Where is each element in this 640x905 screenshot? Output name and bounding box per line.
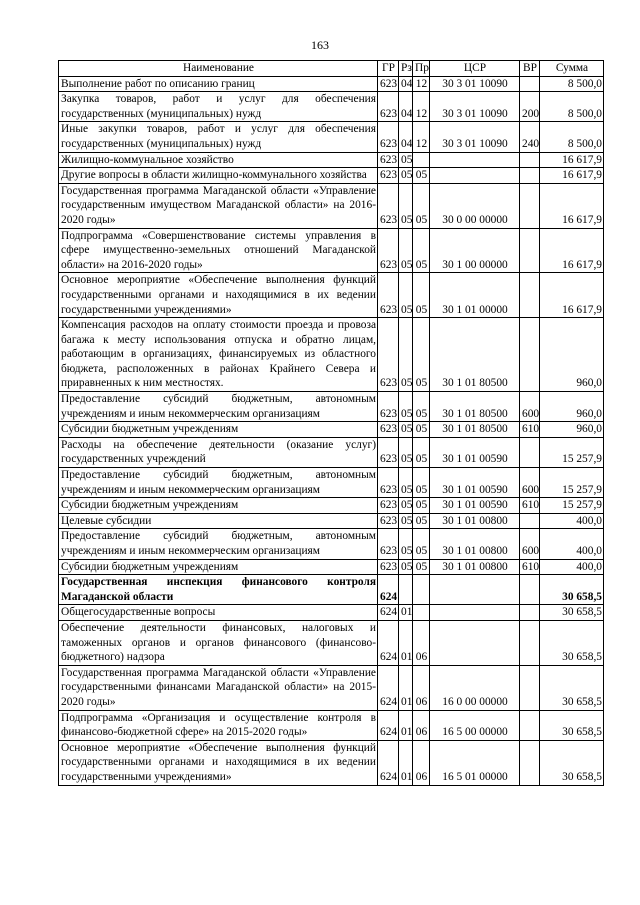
- cell-csr: 30 1 01 00590: [430, 498, 520, 514]
- cell-rz: 04: [399, 92, 413, 122]
- cell-pr: 05: [413, 498, 430, 514]
- cell-sum: 960,0: [540, 318, 604, 392]
- cell-vr: 600: [520, 468, 540, 498]
- cell-sum: 400,0: [540, 529, 604, 559]
- cell-gr: 623: [378, 529, 399, 559]
- cell-csr: [430, 152, 520, 168]
- table-row: [59, 422, 604, 438]
- table-row: [59, 437, 604, 467]
- budget-table: [58, 60, 604, 786]
- cell-sum: 8 500,0: [540, 76, 604, 92]
- cell-sum: 30 658,5: [540, 605, 604, 621]
- cell-csr: 30 3 01 10090: [430, 76, 520, 92]
- cell-rz: 01: [399, 665, 413, 710]
- cell-pr: 06: [413, 740, 430, 785]
- cell-pr: 12: [413, 92, 430, 122]
- cell-sum: 16 617,9: [540, 152, 604, 168]
- cell-rz: 05: [399, 468, 413, 498]
- cell-pr: [413, 152, 430, 168]
- cell-rz: 05: [399, 513, 413, 529]
- cell-name: Субсидии бюджетным учреждениям: [59, 559, 378, 575]
- cell-vr: [520, 228, 540, 273]
- cell-pr: 05: [413, 437, 430, 467]
- cell-vr: 240: [520, 122, 540, 152]
- cell-gr: 623: [378, 468, 399, 498]
- cell-pr: 05: [413, 228, 430, 273]
- cell-gr: 624: [378, 710, 399, 740]
- cell-pr: 05: [413, 318, 430, 392]
- cell-csr: 30 3 01 10090: [430, 92, 520, 122]
- cell-sum: 960,0: [540, 422, 604, 438]
- cell-name: Жилищно-коммунальное хозяйство: [59, 152, 378, 168]
- cell-name: Субсидии бюджетным учреждениям: [59, 422, 378, 438]
- cell-vr: [520, 620, 540, 665]
- cell-rz: 05: [399, 183, 413, 228]
- table-row: [59, 559, 604, 575]
- table-row: [59, 122, 604, 152]
- cell-pr: 05: [413, 392, 430, 422]
- cell-rz: 04: [399, 76, 413, 92]
- cell-rz: 05: [399, 422, 413, 438]
- cell-gr: 623: [378, 318, 399, 392]
- cell-name: Предоставление субсидий бюджетным, автономным учреждениям и иным некоммерческим организациям: [59, 529, 378, 559]
- cell-pr: 05: [413, 183, 430, 228]
- cell-vr: 600: [520, 392, 540, 422]
- cell-gr: 623: [378, 498, 399, 514]
- cell-vr: 200: [520, 92, 540, 122]
- cell-sum: 30 658,5: [540, 740, 604, 785]
- cell-gr: 623: [378, 422, 399, 438]
- cell-sum: 8 500,0: [540, 122, 604, 152]
- cell-pr: 05: [413, 273, 430, 318]
- cell-name: Обеспечение деятельности финансовых, налоговых и таможенных органов и органов финансового (финансово-бюджетного) надзора: [59, 620, 378, 665]
- cell-sum: 15 257,9: [540, 437, 604, 467]
- cell-name: Предоставление субсидий бюджетным, автономным учреждениям и иным некоммерческим организациям: [59, 468, 378, 498]
- header-csr: ЦСР: [430, 61, 520, 77]
- cell-pr: 06: [413, 710, 430, 740]
- cell-csr: [430, 605, 520, 621]
- cell-gr: 623: [378, 392, 399, 422]
- table-row: [59, 228, 604, 273]
- cell-csr: 16 5 01 00000: [430, 740, 520, 785]
- cell-rz: 05: [399, 152, 413, 168]
- cell-gr: 624: [378, 740, 399, 785]
- cell-sum: 30 658,5: [540, 620, 604, 665]
- cell-rz: 05: [399, 498, 413, 514]
- cell-csr: 30 1 01 00000: [430, 273, 520, 318]
- cell-gr: 623: [378, 122, 399, 152]
- cell-sum: 16 617,9: [540, 228, 604, 273]
- cell-name: Государственная программа Магаданской области «Управление государственными финансами Магаданской области» на 2015-2020 годы»: [59, 665, 378, 710]
- header-name: Наименование: [59, 61, 378, 77]
- table-row: [59, 529, 604, 559]
- table-row: [59, 168, 604, 184]
- cell-pr: 12: [413, 76, 430, 92]
- cell-pr: 05: [413, 468, 430, 498]
- cell-gr: 624: [378, 605, 399, 621]
- cell-csr: 16 0 00 00000: [430, 665, 520, 710]
- cell-csr: 30 3 01 10090: [430, 122, 520, 152]
- cell-vr: [520, 273, 540, 318]
- cell-vr: [520, 183, 540, 228]
- table-row: [59, 710, 604, 740]
- cell-vr: 610: [520, 559, 540, 575]
- cell-pr: 05: [413, 422, 430, 438]
- cell-gr: 623: [378, 168, 399, 184]
- page-number: 163: [311, 38, 329, 52]
- cell-vr: [520, 437, 540, 467]
- cell-name: Государственная инспекция финансового контроля Магаданской области: [59, 575, 378, 605]
- cell-gr: 623: [378, 152, 399, 168]
- cell-sum: 16 617,9: [540, 183, 604, 228]
- cell-sum: 15 257,9: [540, 498, 604, 514]
- cell-rz: 01: [399, 620, 413, 665]
- cell-rz: 04: [399, 122, 413, 152]
- table-body: [59, 76, 604, 785]
- cell-pr: 05: [413, 513, 430, 529]
- cell-name: Иные закупки товаров, работ и услуг для обеспечения государственных (муниципальных) нужд: [59, 122, 378, 152]
- cell-csr: 16 5 00 00000: [430, 710, 520, 740]
- cell-pr: [413, 605, 430, 621]
- cell-csr: 30 1 01 80500: [430, 318, 520, 392]
- cell-csr: [430, 620, 520, 665]
- header-rz: Рз: [399, 61, 413, 77]
- table-row: [59, 468, 604, 498]
- cell-rz: 05: [399, 318, 413, 392]
- table-row: [59, 498, 604, 514]
- cell-pr: 05: [413, 529, 430, 559]
- cell-pr: 05: [413, 559, 430, 575]
- cell-gr: 624: [378, 665, 399, 710]
- table-row: [59, 605, 604, 621]
- cell-gr: 623: [378, 183, 399, 228]
- cell-rz: 05: [399, 228, 413, 273]
- cell-pr: 06: [413, 665, 430, 710]
- cell-name: Основное мероприятие «Обеспечение выполнения функций государственными органами и находящимися в их ведении государственными учреждениями»: [59, 740, 378, 785]
- cell-vr: [520, 740, 540, 785]
- cell-vr: [520, 318, 540, 392]
- table-header-row: [59, 61, 604, 77]
- cell-csr: 30 1 01 80500: [430, 392, 520, 422]
- cell-vr: [520, 168, 540, 184]
- cell-gr: 623: [378, 513, 399, 529]
- cell-pr: 05: [413, 168, 430, 184]
- header-vr: ВР: [520, 61, 540, 77]
- cell-rz: 05: [399, 437, 413, 467]
- table-row: [59, 513, 604, 529]
- cell-gr: 624: [378, 575, 399, 605]
- cell-csr: 30 1 01 00800: [430, 529, 520, 559]
- cell-sum: 30 658,5: [540, 575, 604, 605]
- cell-csr: 30 1 00 00000: [430, 228, 520, 273]
- cell-gr: 623: [378, 559, 399, 575]
- cell-name: Общегосударственные вопросы: [59, 605, 378, 621]
- table-row: [59, 76, 604, 92]
- cell-gr: 623: [378, 92, 399, 122]
- cell-name: Предоставление субсидий бюджетным, автономным учреждениям и иным некоммерческим организациям: [59, 392, 378, 422]
- cell-name: Расходы на обеспечение деятельности (оказание услуг) государственных учреждений: [59, 437, 378, 467]
- cell-vr: [520, 710, 540, 740]
- cell-vr: [520, 76, 540, 92]
- cell-gr: 623: [378, 273, 399, 318]
- cell-name: Подпрограмма «Совершенствование системы управления в сфере имущественно-земельных отношений Магаданской области» на 2016-2020 годы»: [59, 228, 378, 273]
- cell-csr: [430, 575, 520, 605]
- cell-name: Государственная программа Магаданской области «Управление государственным имуществом Магаданской области» на 2016-2020 годы»: [59, 183, 378, 228]
- cell-csr: 30 1 01 00590: [430, 437, 520, 467]
- cell-pr: 06: [413, 620, 430, 665]
- cell-rz: 05: [399, 392, 413, 422]
- cell-vr: [520, 605, 540, 621]
- cell-name: Целевые субсидии: [59, 513, 378, 529]
- header-sum: Сумма: [540, 61, 604, 77]
- cell-csr: 30 0 00 00000: [430, 183, 520, 228]
- cell-csr: 30 1 01 80500: [430, 422, 520, 438]
- cell-sum: 30 658,5: [540, 710, 604, 740]
- cell-gr: 623: [378, 228, 399, 273]
- cell-vr: [520, 575, 540, 605]
- cell-rz: 01: [399, 605, 413, 621]
- header-pr: Пр: [413, 61, 430, 77]
- table-row: [59, 92, 604, 122]
- table-row: [59, 273, 604, 318]
- cell-csr: 30 1 01 00800: [430, 513, 520, 529]
- cell-rz: 05: [399, 273, 413, 318]
- cell-name: Другие вопросы в области жилищно-коммунального хозяйства: [59, 168, 378, 184]
- table-row: [59, 575, 604, 605]
- cell-rz: 01: [399, 710, 413, 740]
- cell-vr: [520, 513, 540, 529]
- cell-name: Компенсация расходов на оплату стоимости проезда и провоза багажа к месту использования отпуска и обратно лицам, работающим в организациях, финансируемых из областного бюджета, расположенных в районах Крайнего Севера и приравненных к ним местностях.: [59, 318, 378, 392]
- cell-vr: [520, 152, 540, 168]
- cell-rz: 05: [399, 168, 413, 184]
- table-row: [59, 740, 604, 785]
- cell-sum: 960,0: [540, 392, 604, 422]
- cell-name: Закупка товаров, работ и услуг для обеспечения государственных (муниципальных) нужд: [59, 92, 378, 122]
- cell-sum: 16 617,9: [540, 273, 604, 318]
- cell-rz: 05: [399, 559, 413, 575]
- cell-sum: 16 617,9: [540, 168, 604, 184]
- cell-gr: 623: [378, 437, 399, 467]
- cell-sum: 400,0: [540, 513, 604, 529]
- cell-vr: 610: [520, 498, 540, 514]
- table-row: [59, 665, 604, 710]
- cell-sum: 400,0: [540, 559, 604, 575]
- table-row: [59, 318, 604, 392]
- header-gr: ГР: [378, 61, 399, 77]
- cell-rz: 05: [399, 529, 413, 559]
- cell-csr: 30 1 01 00800: [430, 559, 520, 575]
- cell-vr: 600: [520, 529, 540, 559]
- cell-csr: [430, 168, 520, 184]
- table-row: [59, 152, 604, 168]
- cell-pr: [413, 575, 430, 605]
- cell-csr: 30 1 01 00590: [430, 468, 520, 498]
- cell-pr: 12: [413, 122, 430, 152]
- cell-sum: 30 658,5: [540, 665, 604, 710]
- cell-gr: 623: [378, 76, 399, 92]
- cell-sum: 8 500,0: [540, 92, 604, 122]
- cell-name: Основное мероприятие «Обеспечение выполнения функций государственными органами и находящимися в их ведении государственными учреждениями»: [59, 273, 378, 318]
- table-row: [59, 620, 604, 665]
- table-row: [59, 392, 604, 422]
- cell-name: Подпрограмма «Организация и осуществление контроля в финансово-бюджетной сфере» на 2015-2020 годы»: [59, 710, 378, 740]
- cell-name: Субсидии бюджетным учреждениям: [59, 498, 378, 514]
- cell-rz: [399, 575, 413, 605]
- cell-rz: 01: [399, 740, 413, 785]
- cell-gr: 624: [378, 620, 399, 665]
- cell-vr: [520, 665, 540, 710]
- cell-name: Выполнение работ по описанию границ: [59, 76, 378, 92]
- cell-sum: 15 257,9: [540, 468, 604, 498]
- cell-vr: 610: [520, 422, 540, 438]
- table-row: [59, 183, 604, 228]
